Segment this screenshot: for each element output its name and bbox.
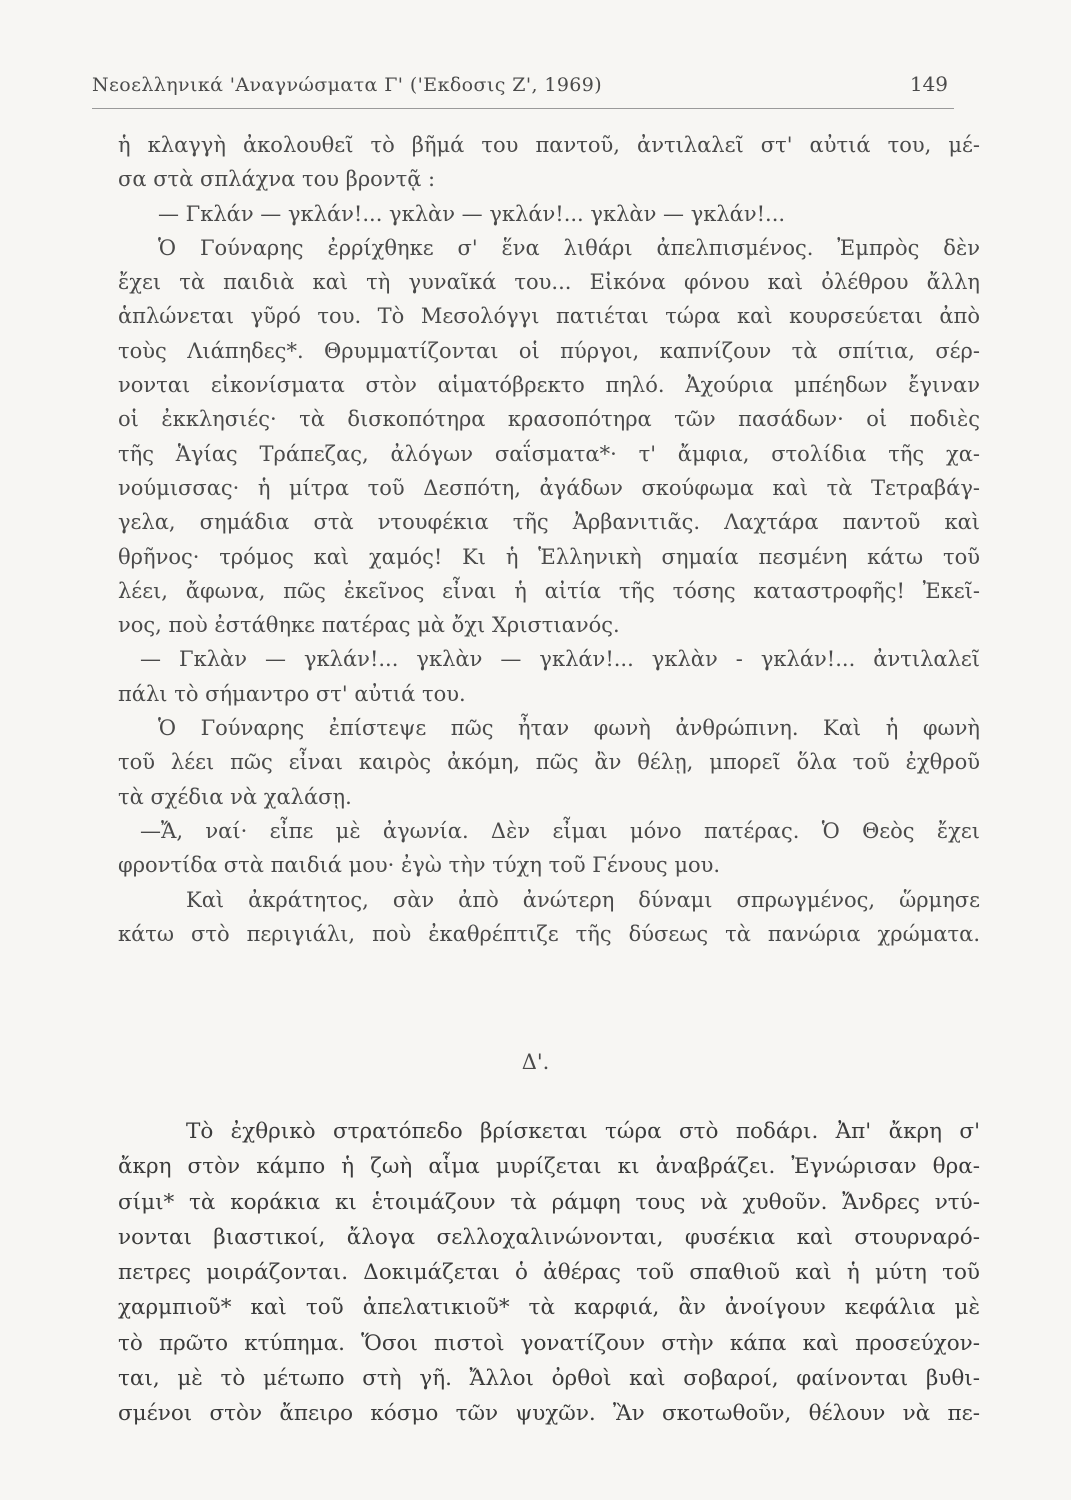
- text-line: τὸ πρῶτο κτύπημα. Ὅσοι πιστοὶ γονατίζουν στὴν κάπα καὶ προσεύχον-: [118, 1330, 980, 1356]
- page-number: 149: [909, 72, 948, 96]
- text-line: νούμισσας· ἡ μίτρα τοῦ Δεσπότη, ἀγάδων σκούφωμα καὶ τὰ Τετραβάγ-: [118, 475, 980, 500]
- section-heading: Δ'.: [521, 1050, 550, 1074]
- text-line: τοὺς Λιάπηδες*. Θρυμματίζονται οἱ πύργοι, καπνίζουν τὰ σπίτια, σέρ-: [118, 338, 980, 363]
- text-line: κάτω στὸ περιγιάλι, ποὺ ἐκαθρέπτιζε τῆς δύσεως τὰ πανώρια χρώματα.: [118, 921, 980, 946]
- page-header: [92, 74, 954, 104]
- text-line: ἔχει τὰ παιδιὰ καὶ τὴ γυναῖκά του... Εἰκόνα φόνου καὶ ὀλέθρου ἄλλη: [118, 270, 980, 295]
- text-line: νονται βιαστικοί, ἄλογα σελλοχαλινώνονται, φυσέκια καὶ στουρναρό-: [118, 1224, 980, 1250]
- text-line: θρῆνος· τρόμος καὶ χαμός! Κι ἡ Ἑλληνικὴ σημαία πεσμένη κάτω τοῦ: [118, 544, 980, 569]
- text-line: Καὶ ἀκράτητος, σὰν ἀπὸ ἀνώτερη δύναμι σπρωγμένος, ὥρμησε: [186, 887, 980, 912]
- text-line: σμένοι στὸν ἄπειρο κόσμο τῶν ψυχῶν. Ἂν σκοτωθοῦν, θέλουν νὰ πε-: [118, 1401, 980, 1427]
- text-line: Ὁ Γούναρης ἐπίστεψε πῶς ἦταν φωνὴ ἀνθρώπινη. Καὶ ἡ φωνὴ: [158, 716, 980, 741]
- text-line: Ὁ Γούναρης ἐρρίχθηκε σ' ἕνα λιθάρι ἀπελπισμένος. Ἐμπρὸς δὲν: [158, 235, 980, 260]
- text-line: πετρες μοιράζονται. Δοκιμάζεται ὁ ἀθέρας τοῦ σπαθιοῦ καὶ ἡ μύτη τοῦ: [118, 1260, 980, 1286]
- text-line: —Ἄ, ναί· εἶπε μὲ ἀγωνία. Δὲν εἶμαι μόνο πατέρας. Ὁ Θεὸς ἔχει: [140, 818, 980, 843]
- text-line: νονται εἰκονίσματα στὸν αἱματόβρεκτο πηλό. Ἀχούρια μπέηδων ἔγιναν: [118, 373, 980, 398]
- text-line: ἡ κλαγγὴ ἀκολουθεῖ τὸ βῆμά του παντοῦ, ἀντιλαλεῖ στ' αὐτιά του, μέ-: [118, 133, 980, 157]
- text-line: λέει, ἄφωνα, πῶς ἐκεῖνος εἶναι ἡ αἰτία τῆς τόσης καταστροφῆς! Ἐκεῖ-: [118, 578, 980, 603]
- text-line: ται, μὲ τὸ μέτωπο στὴ γῆ. Ἄλλοι ὀρθοὶ καὶ σοβαροί, φαίνονται βυθι-: [118, 1366, 980, 1392]
- text-line: γελα, σημάδια στὰ ντουφέκια τῆς Ἀρβανιτιᾶς. Λαχτάρα παντοῦ καὶ: [118, 510, 980, 535]
- text-line: — Γκλὰν — γκλάν!... γκλὰν — γκλάν!... γκλὰν - γκλάν!... ἀντιλαλεῖ: [140, 647, 980, 672]
- header-rule: [92, 108, 954, 109]
- text-line: ἄκρη στὸν κάμπο ἡ ζωὴ αἷμα μυρίζεται κι ἀναβράζει. Ἐγνώρισαν θρα-: [118, 1154, 980, 1180]
- text-line: οἱ ἐκκλησιές· τὰ δισκοπότηρα κρασοπότηρα τῶν πασάδων· οἱ ποδιὲς: [118, 407, 980, 432]
- text-line: — Γκλάν — γκλάν!... γκλὰν — γκλάν!... γκλὰν — γκλάν!...: [158, 201, 786, 226]
- lower-text-block: [118, 1114, 980, 1432]
- text-line: πάλι τὸ σήμαντρο στ' αὐτιά του.: [118, 681, 466, 706]
- text-line: ἁπλώνεται γῦρό του. Τὸ Μεσολόγγι πατιέται τώρα καὶ κουρσεύεται ἀπὸ: [118, 304, 980, 329]
- text-line: χαρμπιοῦ* καὶ τοῦ ἀπελατικιοῦ* τὰ καρφιά, ἂν ἀνοίγουν κεφάλια μὲ: [118, 1295, 980, 1321]
- text-line: Τὸ ἐχθρικὸ στρατόπεδο βρίσκεται τώρα στὸ ποδάρι. Ἀπ' ἄκρη σ': [186, 1119, 980, 1144]
- text-line: τοῦ λέει πῶς εἶναι καιρὸς ἀκόμη, πῶς ἂν θέλῃ, μπορεῖ ὅλα τοῦ ἐχθροῦ: [118, 750, 980, 775]
- running-head: Νεοελληνικά 'Αναγνώσματα Γ' ('Εκδοσις Ζ', 1969): [92, 74, 603, 96]
- text-line: τῆς Ἁγίας Τράπεζας, ἀλόγων σαΐσματα*· τ' ἄμφια, στολίδια τῆς χα-: [118, 441, 980, 466]
- text-line: σίμι* τὰ κοράκια κι ἑτοιμάζουν τὰ ράμφη τους νὰ χυθοῦν. Ἄνδρες ντύ-: [118, 1189, 980, 1215]
- text-line: σα στὰ σπλάχνα του βροντᾷ :: [118, 167, 436, 192]
- text-line: νος, ποὺ ἐστάθηκε πατέρας μὰ ὄχι Χριστιανός.: [118, 613, 620, 638]
- text-line: τὰ σχέδια νὰ χαλάσῃ.: [118, 784, 352, 809]
- text-line: φροντίδα στὰ παιδιά μου· ἐγὼ τὴν τύχη τοῦ Γένους μου.: [118, 853, 721, 878]
- upper-text-block: [118, 128, 980, 951]
